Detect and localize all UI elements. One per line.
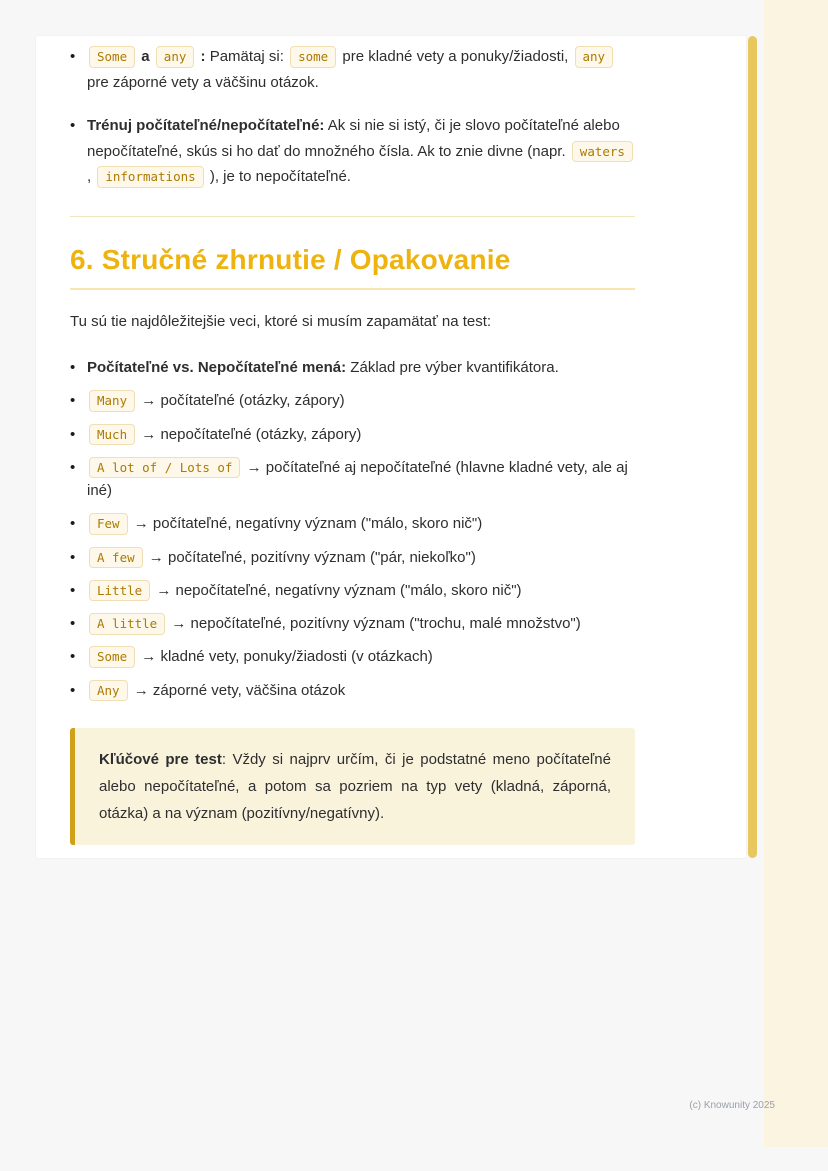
text-segment: : Vždy si najprv určím, či je podstatné meno počítateľné alebo nepočítateľné, a potom sa pozriem na typ vety (kladná, záporná, otázka) a na význam (pozitívny/negatívny). [99,750,611,822]
list-item [70,389,635,412]
text-segment: Pamätaj si: [205,48,289,65]
code-chip: Few [89,513,128,535]
key-callout [70,728,635,845]
bold-segment: Trénuj počítateľné/nepočítateľné: [87,117,325,134]
list-item [70,679,635,702]
code-chip: Some [89,646,135,668]
bold-segment: Počítateľné vs. Nepočítateľné mená: [87,359,347,377]
copyright-footer: (c) Knowunity 2025 [689,1100,775,1111]
text-segment: , [87,168,96,185]
page-content [70,44,635,845]
text-segment: → počítateľné, pozitívny význam ("pár, niekoľko") [144,548,476,566]
summary-list [70,356,635,702]
section-heading: 6. Stručné zhrnutie / Opakovanie [70,243,635,291]
bold-segment: : [196,48,206,65]
list-item [70,579,635,602]
text-segment: Ak si nie si istý, či je slovo počítateľné alebo nepočítateľné, skús si ho dať do množného čísla. Ak to znie divne (napr. [87,117,620,160]
text-segment: → kladné vety, ponuky/žiadosti (v otázkach) [137,648,433,666]
list-item [70,44,635,95]
side-margin [764,0,828,1147]
text-segment: pre kladné vety a ponuky/žiadosti, [338,48,573,65]
bold-segment: a [137,48,154,65]
list-item [70,456,635,503]
code-chip: Many [89,390,135,412]
notes-list [70,44,635,190]
bold-segment: Kľúčové pre test [99,750,222,768]
text-segment: → nepočítateľné (otázky, zápory) [137,425,362,443]
list-item [70,645,635,668]
code-chip: A lot of / Lots of [89,457,240,479]
code-chip: any [575,46,614,68]
section-divider [70,216,635,217]
list-item [70,113,635,190]
text-segment: pre záporné vety a väčšinu otázok. [87,73,319,91]
code-chip: some [290,46,336,68]
code-chip: any [156,46,195,68]
callout-text [99,746,611,827]
code-chip: Much [89,424,135,446]
list-item [70,356,635,379]
document-page [36,36,746,858]
scroll-indicator[interactable] [748,36,757,858]
code-chip: Some [89,46,135,68]
code-chip: waters [572,141,633,163]
code-chip: informations [97,166,203,188]
text-segment: → záporné vety, väčšina otázok [129,681,346,699]
list-item [70,546,635,569]
list-item [70,512,635,535]
code-chip: A few [89,547,143,569]
code-chip: Little [89,580,150,602]
text-segment: → nepočítateľné, negatívny význam ("málo, skoro nič") [152,581,522,599]
code-chip: A little [89,613,165,635]
intro-paragraph: Tu sú tie najdôležitejšie veci, ktoré si musím zapamätať na test: [70,313,492,331]
text-segment: → počítateľné (otázky, zápory) [137,392,345,410]
list-item [70,423,635,446]
text-segment: → počítateľné, negatívny význam ("málo, skoro nič") [129,515,483,533]
text-segment: ), je to nepočítateľné. [205,168,351,185]
text-segment: Základ pre výber kvantifikátora. [346,359,559,377]
code-chip: Any [89,680,128,702]
list-item [70,612,635,635]
text-segment: → nepočítateľné, pozitívny význam ("trochu, malé množstvo") [167,615,581,633]
text-segment: → počítateľné aj nepočítateľné (hlavne kladné vety, ale aj iné) [87,458,628,500]
